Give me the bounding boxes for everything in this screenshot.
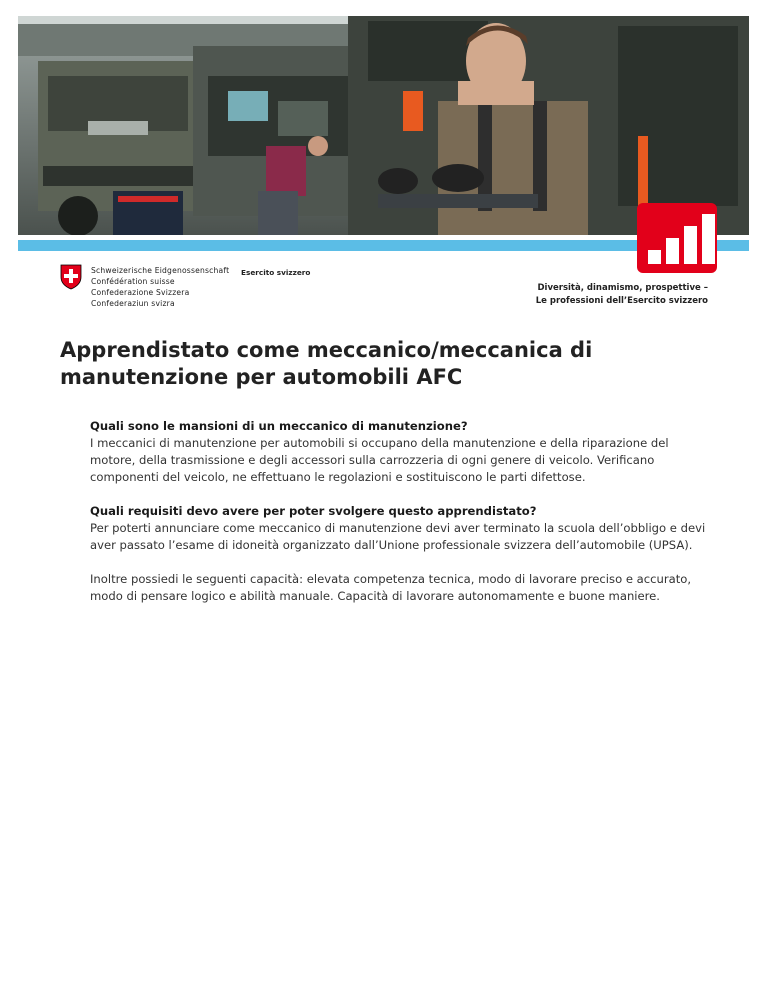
confederation-names <box>91 265 229 309</box>
workshop-illustration <box>18 16 749 235</box>
section-question: Quali requisiti devo avere per poter svolgere questo apprendistato? <box>90 504 537 518</box>
document-body <box>90 418 710 622</box>
department-name: Esercito svizzero <box>241 268 311 277</box>
page-title: Apprendistato come meccanico/meccanica di manutenzione per automobili AFC <box>60 338 593 389</box>
tagline-line-1: Diversità, dinamismo, prospettive – <box>537 283 708 293</box>
tagline-line-2: Le professioni dell’Esercito svizzero <box>535 296 708 306</box>
section-duties <box>90 418 710 486</box>
confederation-name-rm: Confederaziun svizra <box>91 299 175 308</box>
hero-photo <box>18 16 749 235</box>
confederation-name-fr: Confédération suisse <box>91 277 175 286</box>
confederation-name-it: Confederazione Svizzera <box>91 288 190 297</box>
swiss-cross-icon <box>60 264 82 290</box>
skills-paragraph: Inoltre possiedi le seguenti capacità: elevata competenza tecnica, modo di lavorare preciso e accurato, modo di pensare logico e abilità manuale. Capacità di lavorare autonomamente e buone maniere. <box>90 572 692 603</box>
section-requirements <box>90 503 710 554</box>
signal-bars-icon <box>637 203 717 273</box>
section-answer: Per poterti annunciare come meccanico di manutenzione devi aver terminato la scuola dell’obbligo e devi aver passato l’esame di idoneità organizzato dall’Unione professionale svizzera dell’automobile (UPSA). <box>90 521 706 552</box>
section-question: Quali sono le mansioni di un meccanico di manutenzione? <box>90 419 468 433</box>
tagline <box>536 282 708 308</box>
section-answer: I meccanici di manutenzione per automobili si occupano della manutenzione e della riparazione del motore, della trasmissione e degli accessori sulla carrozzeria di ogni genere di veicolo. Verificano componenti del veicolo, ne effettuano le regolazioni e sostituiscono le parti difettose. <box>90 436 669 484</box>
confederation-name-de: Schweizerische Eidgenossenschaft <box>91 266 230 275</box>
